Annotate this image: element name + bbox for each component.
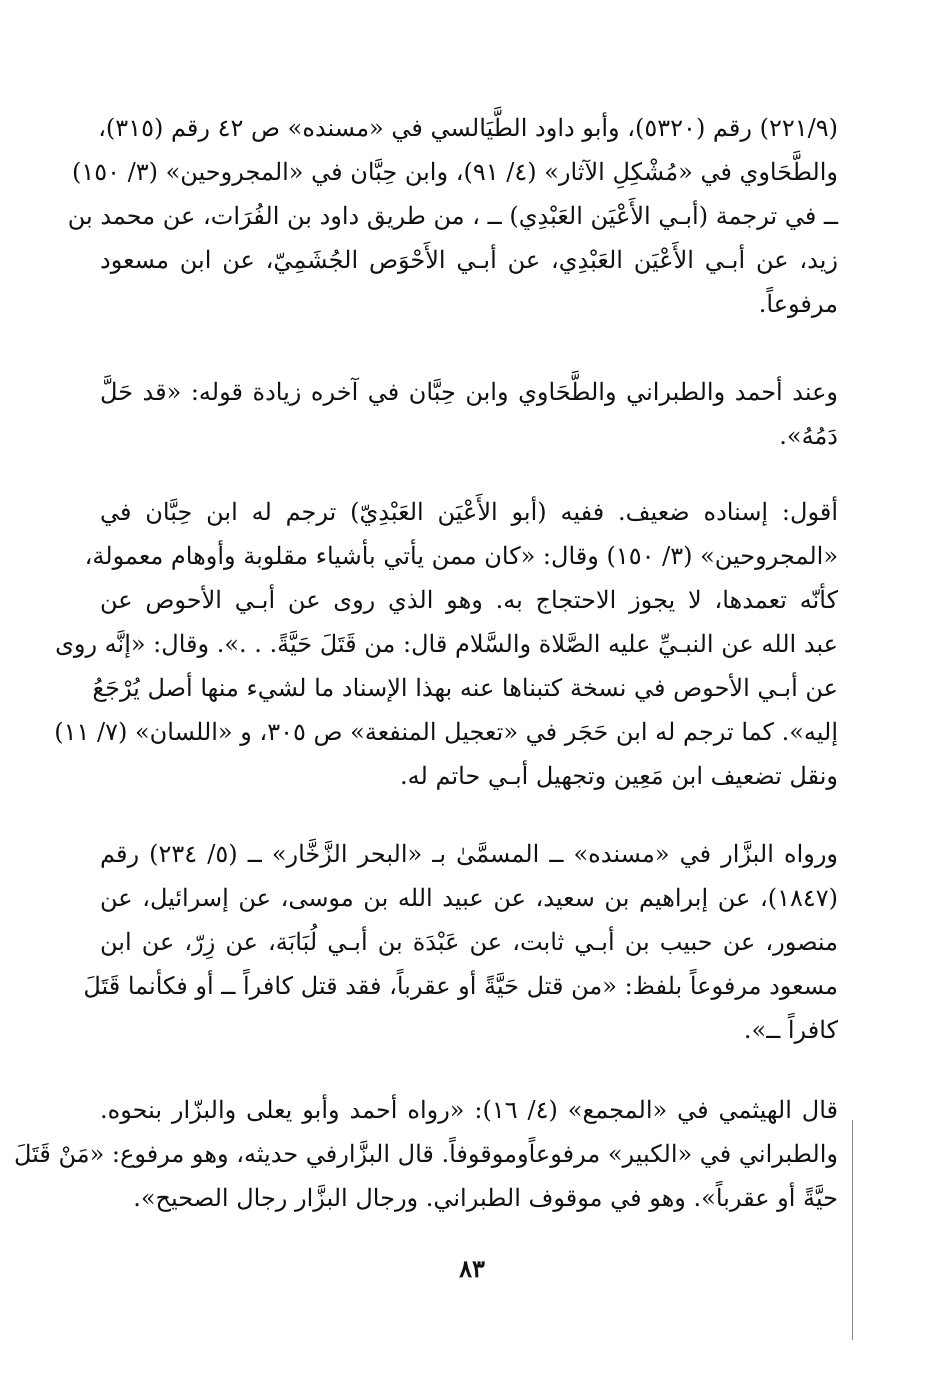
text-line: كافراً ــ». [743,1016,838,1044]
text-line: وعند أحمد والطبراني والطَّحَاوي وابن حِبَّان في آخره زيادة قوله: «قد حَلَّ [100,378,838,406]
text-line: والطبراني في «الكبير» مرفوعاًوموقوفاً. قال البزَّارفي حديثه، وهو مرفوع: «مَنْ قَتَلَ [13,1140,838,1168]
paragraph-5 [13,1088,838,1220]
text-line: (١٨٤٧)، عن إبراهيم بن سعيد، عن عبيد الله بن موسى، عن إسرائيل، عن [100,884,838,912]
text-line: قال الهيثمي في «المجمع» (٤/ ١٦): «رواه أحمد وأبو يعلى والبزّار بنحوه. [100,1096,838,1124]
text-line: كأنّه تعمدها، لا يجوز الاحتجاج به. وهو الذي روى عن أبـي الأحوص عن [100,586,838,614]
text-line: أقول: إسناده ضعيف. ففيه (أبو الأَعْيَن العَبْدِيّ) ترجم له ابن حِبَّان في [100,498,838,526]
text-line: ــ في ترجمة (أبـي الأَعْيَن العَبْدِي) ــ ، من طريق داود بن الفُرَات، عن محمد بن [67,202,838,230]
scan-edge-mark [852,1120,853,1340]
text-line: إليه». كما ترجم له ابن حَجَر في «تعجيل المنفعة» ص ٣٠٥، و «اللسان» (٧/ ١١) [54,718,838,746]
text-line: والطَّحَاوي في «مُشْكِلِ الآثار» (٤/ ٩١)، وابن حِبَّان في «المجروحين» (٣/ ١٥٠) [71,158,838,186]
text-line: دَمُهُ». [779,422,838,450]
paragraph-2 [100,370,838,458]
text-line: عن أبـي الأحوص في نسخة كتبناها عنه بهذا الإسناد ما لشيء منها أصل يُرْجَعُ [92,674,838,702]
paragraph-3 [54,490,838,798]
paragraph-4 [83,832,839,1052]
text-line: ونقل تضعيف ابن مَعِين وتجهيل أبـي حاتم له. [400,762,838,790]
paragraph-1 [67,106,839,326]
text-line: ورواه البزَّار في «مسنده» ــ المسمَّىٰ بـ «البحر الزَّخَّار» ــ (٥/ ٢٣٤) رقم [100,840,839,868]
text-line: منصور، عن حبيب بن أبـي ثابت، عن عَبْدَة بن أبـي لُبَابَة، عن زِرّ، عن ابن [100,928,838,956]
text-line: مرفوعاً. [758,290,838,318]
text-line: مسعود مرفوعاً بلفظ: «من قتل حَيَّةً أو عقرباً، فقد قتل كافراً ــ أو فكأنما قَتَلَ [83,972,838,1000]
text-line: «المجروحين» (٣/ ١٥٠) وقال: «كان ممن يأتي بأشياء مقلوبة وأوهام معمولة، [84,542,838,570]
text-line: عبد الله عن النبـيِّ عليه الصَّلاة والسَّلام قال: من قَتَلَ حَيَّةً. . .». وقال: «إنَّه روى [55,630,838,658]
page-number: ٨٣ [459,1254,485,1283]
text-line: حيَّةً أو عقرباً». وهو في موقوف الطبراني. ورجال البزَّار رجال الصحيح». [133,1184,838,1212]
text-line: (٢٢١/٩) رقم (٥٣٢٠)، وأبو داود الطَّيَالسي في «مسنده» ص ٤٢ رقم (٣١٥)، [98,114,838,142]
text-line: زيد، عن أبـي الأَعْيَن العَبْدِي، عن أبـي الأَحْوَص الجُشَمِيّ، عن ابن مسعود [100,246,839,274]
